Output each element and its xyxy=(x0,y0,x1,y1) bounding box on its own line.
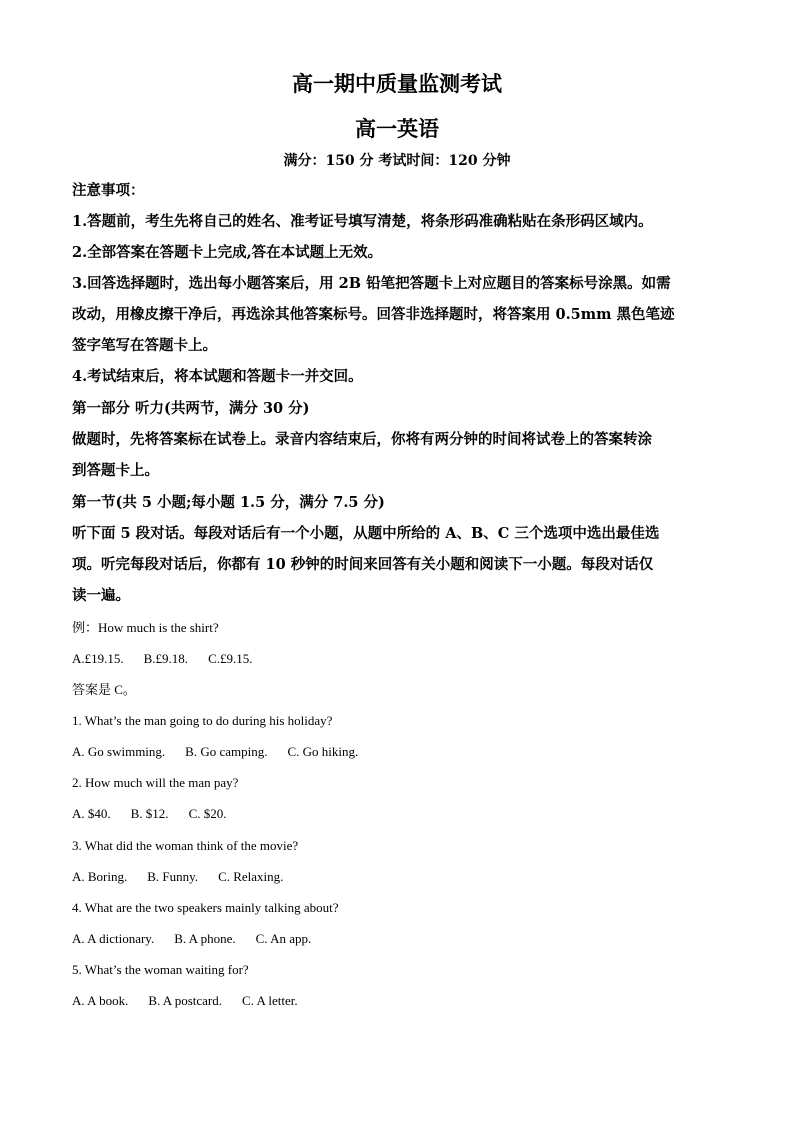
question-1-options xyxy=(72,743,724,761)
q3-option-b: B. Funny. xyxy=(147,869,199,884)
question-2-options xyxy=(72,805,724,823)
question-4: 4. What are the two speakers mainly talking about? xyxy=(72,900,339,915)
question-5: 5. What’s the woman waiting for? xyxy=(72,962,249,977)
notice-item-2: 2.全部答案在答题卡上完成,答在本试题上无效。 xyxy=(72,244,383,261)
q4-option-b: B. A phone. xyxy=(174,931,236,946)
q2-option-b: B. $12. xyxy=(130,806,169,821)
notice-item-1: 1.答题前，考生先将自己的姓名、准考证号填写清楚，将条形码准确粘贴在条形码区域内。 xyxy=(72,213,653,230)
example-question: 例：How much is the shirt? xyxy=(72,620,219,635)
notice-item-3-line-3: 签字笔写在答题卡上。 xyxy=(72,337,217,354)
question-3-options xyxy=(72,868,724,886)
q2-option-a: A. $40. xyxy=(72,806,111,821)
q5-option-c: C. A letter. xyxy=(242,993,298,1008)
notice-item-4: 4.考试结束后，将本试题和答题卡一并交回。 xyxy=(72,368,363,385)
q1-option-c: C. Go hiking. xyxy=(287,744,359,759)
example-options xyxy=(72,650,724,668)
example-answer: 答案是 C。 xyxy=(72,682,136,697)
part1-instruction-line-2: 到答题卡上。 xyxy=(72,462,159,479)
q2-option-c: C. $20. xyxy=(188,806,227,821)
question-2: 2. How much will the man pay? xyxy=(72,775,239,790)
notice-item-3-line-1: 3.回答选择题时，选出每小题答案后，用 2B 铅笔把答题卡上对应题目的答案标号涂黑。如需 xyxy=(72,275,671,292)
subject-title: 高一英语 xyxy=(355,116,439,141)
q4-option-c: C. An app. xyxy=(255,931,312,946)
exam-title: 高一期中质量监测考试 xyxy=(292,71,502,96)
q1-option-a: A. Go swimming. xyxy=(72,744,166,759)
section1-instruction-line-1: 听下面 5 段对话。每段对话后有一个小题，从题中所给的 A、B、C 三个选项中选出最佳选 xyxy=(72,525,660,542)
q5-option-a: A. A book. xyxy=(72,993,129,1008)
section1-instruction-line-2: 项。听完每段对话后，你都有 10 秒钟的时间来回答有关小题和阅读下一小题。每段对话仅 xyxy=(72,556,654,573)
question-4-options xyxy=(72,930,724,948)
example-option-b: B.£9.18. xyxy=(143,651,189,666)
example-option-c: C.£9.15. xyxy=(208,651,253,666)
question-3: 3. What did the woman think of the movie? xyxy=(72,838,299,853)
section1-heading: 第一节(共 5 小题;每小题 1.5 分，满分 7.5 分) xyxy=(72,494,385,511)
example-option-a: A.£19.15. xyxy=(72,651,124,666)
q1-option-b: B. Go camping. xyxy=(185,744,268,759)
part1-instruction-line-1: 做题时，先将答案标在试卷上。录音内容结束后，你将有两分钟的时间将试卷上的答案转涂 xyxy=(72,431,652,448)
q5-option-b: B. A postcard. xyxy=(148,993,223,1008)
question-5-options xyxy=(72,992,724,1010)
q3-option-c: C. Relaxing. xyxy=(218,869,284,884)
section1-instruction-line-3: 读一遍。 xyxy=(72,587,130,604)
notice-item-3-line-2: 改动，用橡皮擦干净后，再选涂其他答案标号。回答非选择题时，将答案用 0.5mm 黑色笔迹 xyxy=(72,306,675,323)
q4-option-a: A. A dictionary. xyxy=(72,931,155,946)
exam-info: 满分：150 分 考试时间：120 分钟 xyxy=(283,153,511,169)
question-1: 1. What’s the man going to do during his holiday? xyxy=(72,713,333,728)
part1-heading: 第一部分 听力(共两节，满分 30 分) xyxy=(72,400,310,417)
q3-option-a: A. Boring. xyxy=(72,869,128,884)
notice-heading: 注意事项： xyxy=(72,182,145,199)
